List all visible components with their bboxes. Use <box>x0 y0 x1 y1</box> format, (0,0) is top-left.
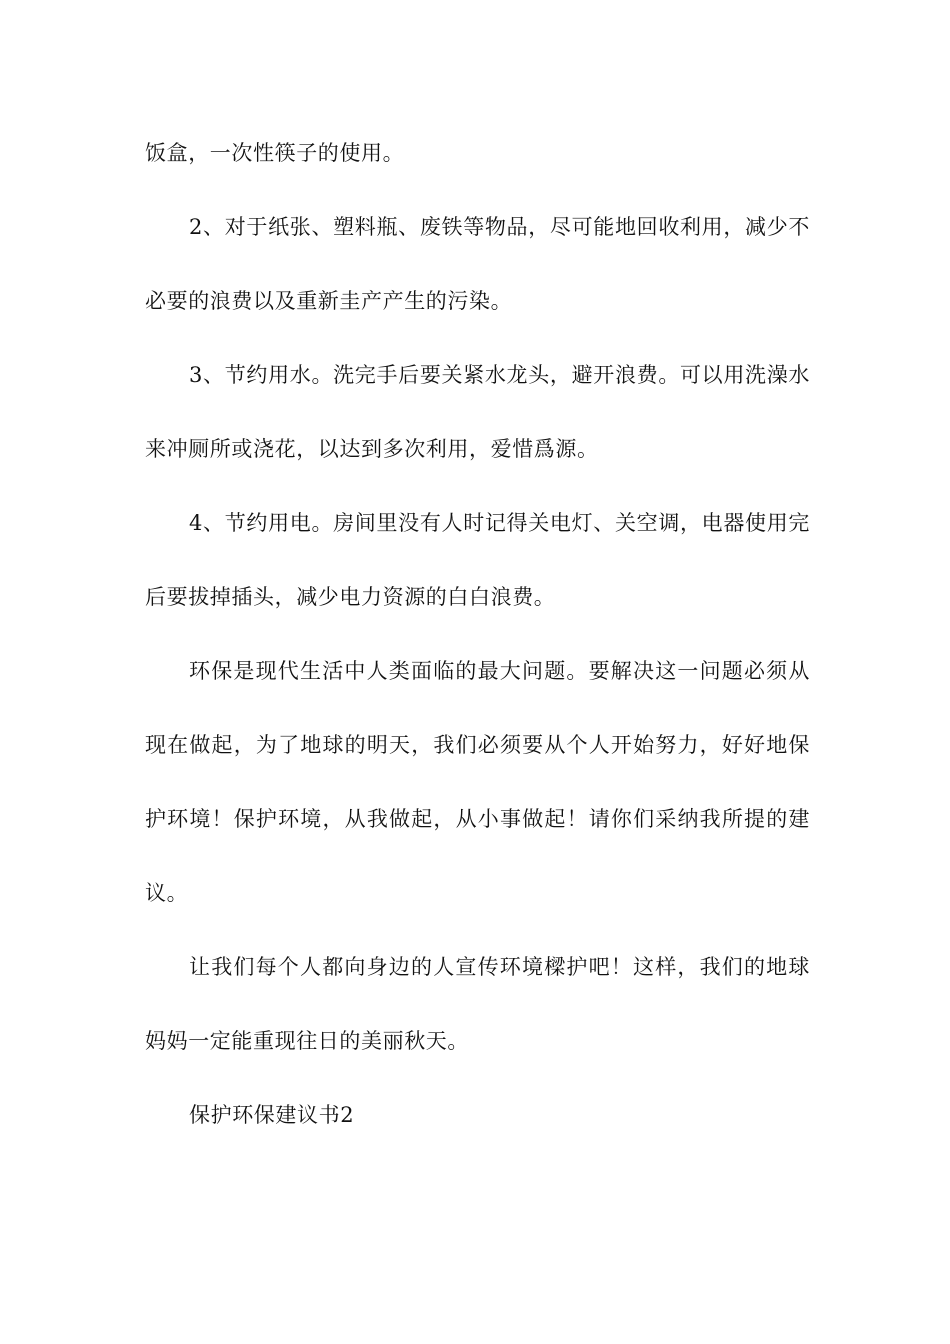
paragraph-item-4: 4、节约用电。房间里没有人时记得关电灯、关空调，电器使用完后要拔掉插头，减少电力资源的白白浪费。 <box>145 511 810 609</box>
paragraph-item-3: 3、节约用水。洗完手后要关紧水龙头，避开浪费。可以用洗澡水来冲厕所或浇花，以达到多次利用，爱惜爲源。 <box>145 363 810 461</box>
paragraph-conclusion: 环保是现代生活中人类面临的最大问题。要解决这一问题必须从现在做起，为了地球的明天，我们必须要从个人开始努力，好好地保护环境！保护环境，从我做起，从小事做起！请你们采纳我所提的建议。 <box>145 659 810 905</box>
document-body <box>145 130 810 1152</box>
paragraph-continuation: 饭盒，一次性筷子的使用。 <box>145 141 405 165</box>
paragraph-item-2: 2、对于纸张、塑料瓶、废铁等物品，尽可能地回收利用，减少不必要的浪费以及重新圭产产生的污染。 <box>145 215 810 313</box>
section-heading: 保护环保建议书2 <box>189 1103 355 1127</box>
paragraph-closing: 让我们每个人都向身边的人宣传环境樑护吧！这样，我们的地球妈妈一定能重现往日的美丽秋天。 <box>145 955 810 1053</box>
